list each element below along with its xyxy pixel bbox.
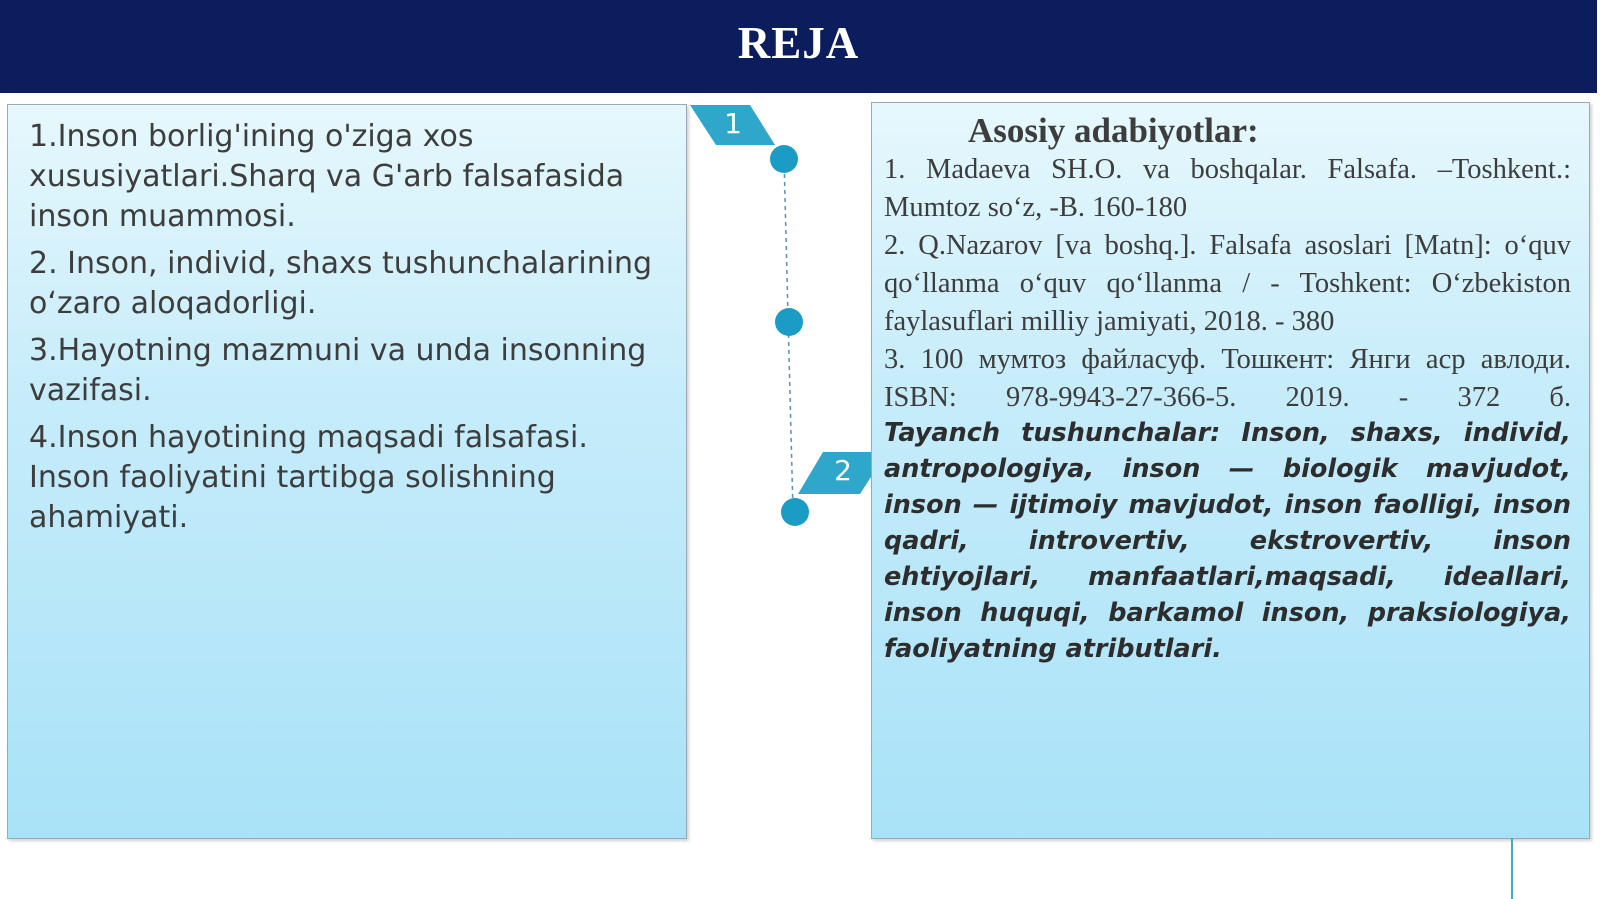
- slide-title: REJA: [737, 17, 860, 68]
- title-banner: [0, 0, 1597, 93]
- timeline-dot-3: [781, 498, 809, 526]
- key-terms: Tayanch tushunchalar: Inson, shaxs, individ, antropologiya, inson — biologik mavjudot, inson — ijtimoiy mavjudot, inson faolligi, inson qadri, introvertiv, ekstrovertiv, inson ehtiyojlari, manfaatlari,maqsadi, ideallari, inson huquqi, barkamol inson, praksiologiya, faoliyatning atributlari.: [884, 418, 1571, 664]
- plan-item-4: 4.Inson hayotining maqsadi falsafasi. Inson faoliyatini tartibga solishning ahamiyati.: [29, 420, 588, 535]
- decorative-line: [1511, 838, 1513, 899]
- timeline-dot-2: [775, 308, 803, 336]
- literature-item-3: 3. 100 мумтоз файласуф. Тошкент: Янги аср авлоди. ISBN: 978-9943-27-366-5. 2019. - 372 б.: [884, 344, 1571, 413]
- literature-item-2: 2. Q.Nazarov [va boshq.]. Falsafa asoslari [Matn]: oʻquv qoʻllanma oʻquv qoʻllanma / - Toshkent: Oʻzbekiston faylasuflari milliy jamiyati, 2018. - 380: [884, 230, 1571, 337]
- timeline-marker-1: 1: [724, 107, 742, 140]
- plan-item-3: 3.Hayotning mazmuni va unda insonning vazifasi.: [29, 333, 647, 408]
- timeline-dot-1: [770, 145, 798, 173]
- plan-item-2: 2. Inson, individ, shaxs tushunchalarining oʻzaro aloqadorligi.: [29, 246, 653, 321]
- literature-heading: Asosiy adabiyotlar:: [968, 111, 1259, 150]
- literature-panel: [871, 102, 1590, 839]
- plan-item-1: 1.Inson borlig'ining o'ziga xos xususiyatlari.Sharq va G'arb falsafasida inson muammosi.: [29, 119, 625, 234]
- plan-panel: [7, 104, 687, 839]
- timeline-marker-2: 2: [834, 454, 852, 487]
- literature-item-1: 1. Madaeva SH.O. va boshqalar. Falsafa. –Toshkent.: Mumtoz soʻz, -B. 160-180: [884, 154, 1571, 223]
